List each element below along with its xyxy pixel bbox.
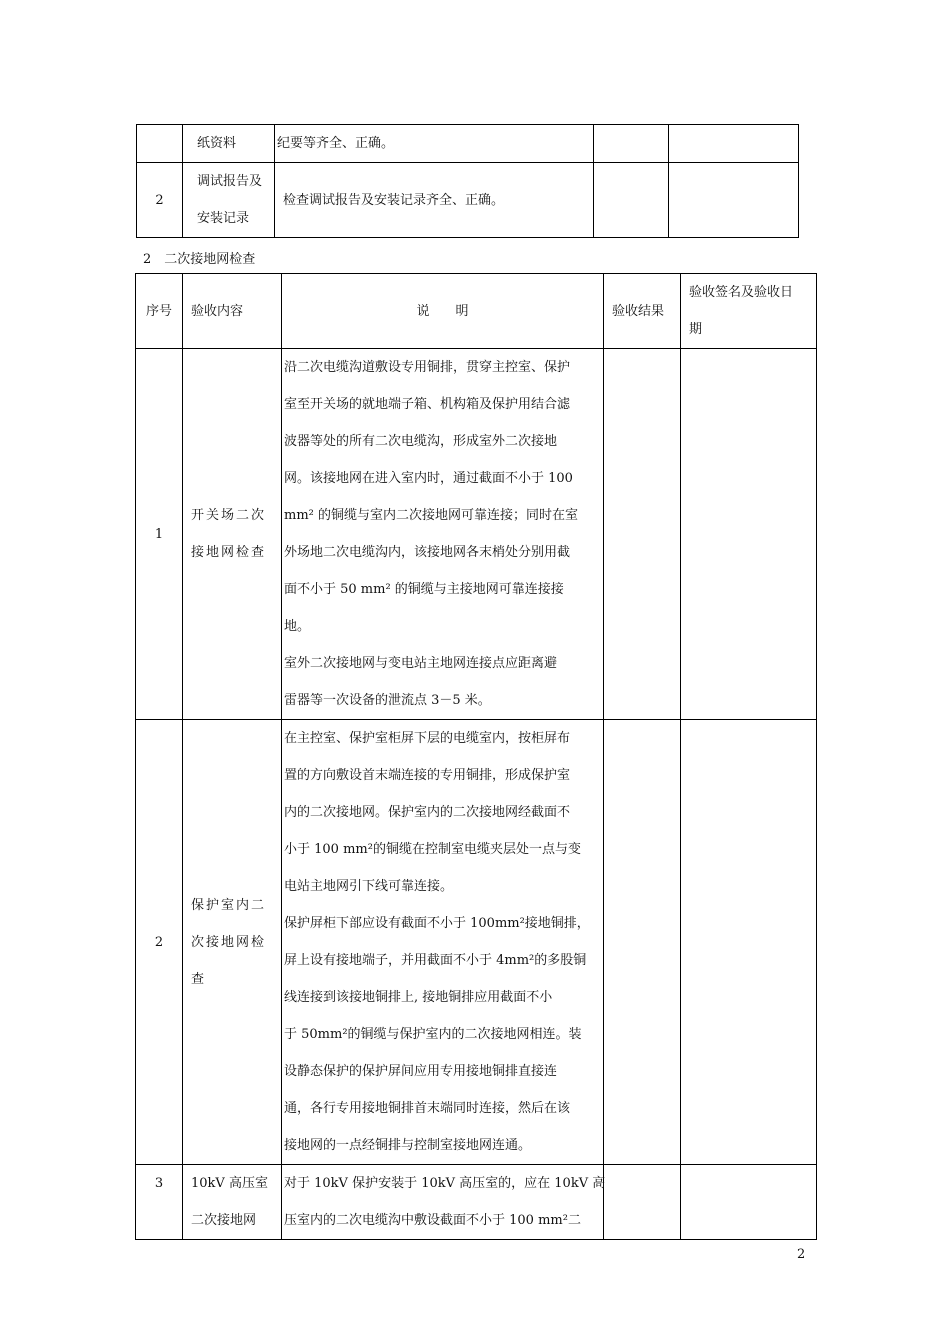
description-line: 地。 bbox=[284, 619, 311, 634]
section-heading: 2 二次接地网检查 bbox=[143, 252, 256, 267]
description-line: mm² 的铜缆与室内二次接地网可靠连接；同时在室 bbox=[284, 508, 578, 523]
signature-date bbox=[681, 720, 817, 1165]
table-row bbox=[137, 163, 799, 238]
description-line: 保护屏柜下部应设有截面不小于 100mm²接地铜排， bbox=[284, 916, 590, 931]
description-line: 电站主地网引下线可靠连接。 bbox=[284, 879, 454, 894]
signature-date bbox=[681, 349, 817, 720]
description-line: 室外二次接地网与变电站主地网连接点应距离避 bbox=[284, 656, 558, 671]
description-line: 室至开关场的就地端子箱、机构箱及保护用结合滤 bbox=[284, 397, 571, 412]
description bbox=[282, 1165, 604, 1240]
description-line: 网。该接地网在进入室内时，通过截面不小于 100 bbox=[284, 471, 573, 486]
acceptance-item: 开关场二次 接地网检查 bbox=[183, 349, 282, 720]
row-number: 2 bbox=[136, 720, 183, 1165]
description-line: 雷器等一次设备的泄流点 3－5 米。 bbox=[284, 693, 491, 708]
description-line: 于 50mm²的铜缆与保护室内的二次接地网相连。装 bbox=[284, 1027, 582, 1042]
description-line: 屏上设有接地端子，并用截面不小于 4mm²的多股铜 bbox=[284, 953, 587, 968]
description-line: 沿二次电缆沟道敷设专用铜排，贯穿主控室、保护 bbox=[284, 360, 571, 375]
header-signature-date: 验收签名及验收日 期 bbox=[681, 274, 817, 349]
acceptance-result bbox=[604, 720, 681, 1165]
description-line: 外场地二次电缆沟内，该接地网各末梢处分别用截 bbox=[284, 545, 571, 560]
acceptance-item: 纸资料 bbox=[183, 125, 275, 163]
table-row bbox=[136, 720, 817, 1165]
row-number: 2 bbox=[137, 163, 183, 238]
row-number: 1 bbox=[136, 349, 183, 720]
description-line: 对于 10kV 保护安装于 10kV 高压室的，应在 10kV 高 bbox=[284, 1176, 606, 1191]
table-row bbox=[136, 1165, 817, 1240]
signature-date bbox=[669, 125, 799, 163]
header-item: 验收内容 bbox=[183, 274, 282, 349]
acceptance-item: 保护室内二 次接地网检 查 bbox=[183, 720, 282, 1165]
grounding-check-table bbox=[135, 273, 817, 1240]
description-line: 线连接到该接地铜排上, 接地铜排应用截面不小 bbox=[284, 990, 553, 1005]
acceptance-result bbox=[604, 349, 681, 720]
description-line: 内的二次接地网。保护室内的二次接地网经截面不 bbox=[284, 805, 571, 820]
acceptance-item: 调试报告及 安装记录 bbox=[183, 163, 275, 238]
signature-date bbox=[681, 1165, 817, 1240]
description-line: 置的方向敷设首末端连接的专用铜排，形成保护室 bbox=[284, 768, 571, 783]
description-line: 接地网的一点经铜排与控制室接地网连通。 bbox=[284, 1138, 532, 1153]
table-row bbox=[136, 349, 817, 720]
acceptance-item: 10kV 高压室 二次接地网 bbox=[183, 1165, 282, 1240]
description-line: 面不小于 50 mm² 的铜缆与主接地网可靠连接接 bbox=[284, 582, 564, 597]
row-number bbox=[137, 125, 183, 163]
description-line: 波器等处的所有二次电缆沟，形成室外二次接地 bbox=[284, 434, 558, 449]
description-line: 设静态保护的保护屏间应用专用接地铜排直接连 bbox=[284, 1064, 558, 1079]
table-row bbox=[137, 125, 799, 163]
description bbox=[282, 720, 604, 1165]
description: 纪要等齐全、正确。 bbox=[275, 125, 594, 163]
table-header-row bbox=[136, 274, 817, 349]
acceptance-result bbox=[604, 1165, 681, 1240]
acceptance-result bbox=[594, 163, 669, 238]
header-result: 验收结果 bbox=[604, 274, 681, 349]
signature-date bbox=[669, 163, 799, 238]
description bbox=[282, 349, 604, 720]
description-line: 通，各行专用接地铜排首末端同时连接，然后在该 bbox=[284, 1101, 571, 1116]
acceptance-result bbox=[594, 125, 669, 163]
description-line: 小于 100 mm²的铜缆在控制室电缆夹层处一点与变 bbox=[284, 842, 581, 857]
description-line: 压室内的二次电缆沟中敷设截面不小于 100 mm²二 bbox=[284, 1213, 581, 1228]
description-line: 在主控室、保护室柜屏下层的电缆室内，按柜屏布 bbox=[284, 731, 571, 746]
top-table bbox=[136, 124, 799, 238]
row-number: 3 bbox=[136, 1165, 183, 1240]
page-number: 2 bbox=[797, 1247, 806, 1262]
header-description: 说 明 bbox=[282, 274, 604, 349]
header-no: 序号 bbox=[136, 274, 183, 349]
description: 检查调试报告及安装记录齐全、正确。 bbox=[275, 163, 594, 238]
